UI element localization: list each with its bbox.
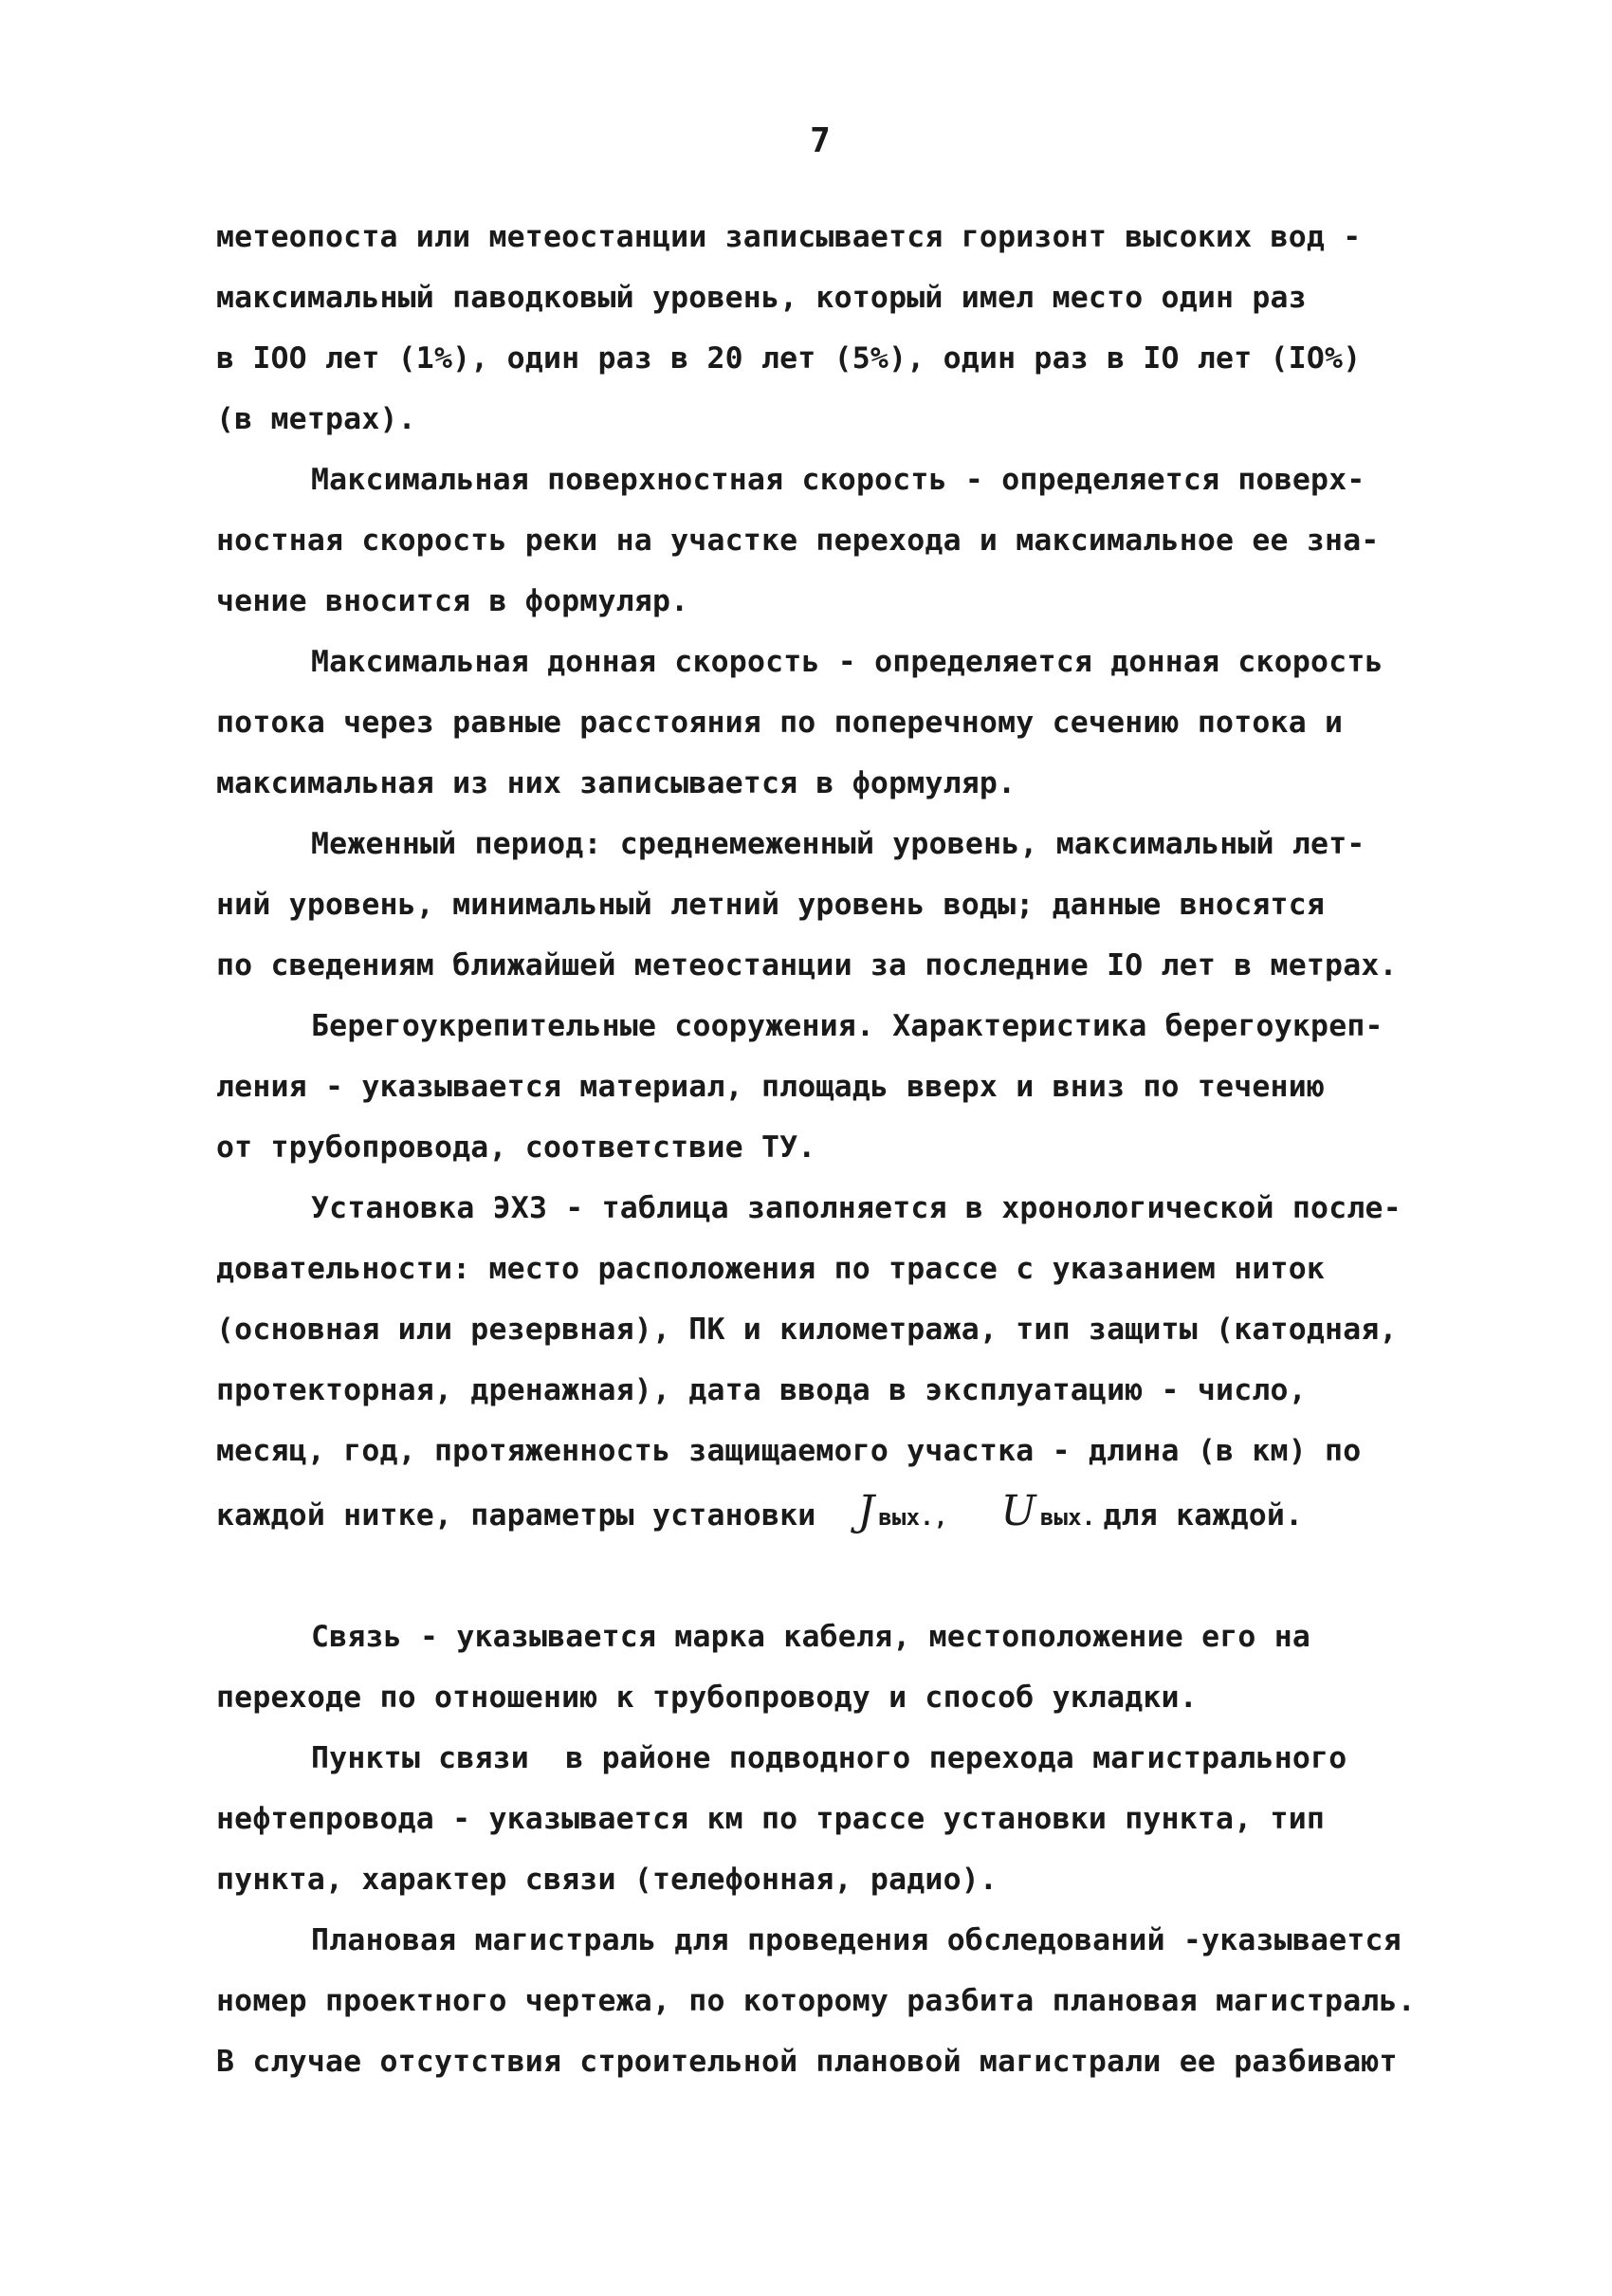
text-line: Связь - указывается марка кабеля, местоположение его на [311,1620,1311,1654]
text-line: ний уровень, минимальный летний уровень воды; данные вносятся [216,888,1326,922]
spacer [216,1542,1468,1607]
page-number: 7 [810,121,831,160]
text-line: Плановая магистраль для проведения обследований -указывается [311,1923,1401,1957]
text-line: ностная скорость реки на участке перехода и максимальное ее зна- [216,523,1380,558]
text-line: Пункты связи в районе подводного перехода магистрального [311,1741,1347,1775]
text-line: чение вносится в формуляр. [216,584,689,618]
text-line: Максимальная донная скорость - определяется донная скорость [311,645,1383,679]
paragraph [216,450,1468,632]
text-line: довательности: место расположения по трассе с указанием ниток [216,1252,1326,1286]
text-line: пункта, характер связи (телефонная, радио). [216,1863,998,1897]
voltage-symbol: U [1000,1487,1036,1535]
current-subscript: вых., [878,1504,948,1531]
text-line: метеопоста или метеостанции записывается горизонт высоких вод - [216,220,1362,254]
text-line: протекторная, дренажная), дата ввода в эксплуатацию - число, [216,1373,1307,1407]
text-line: переходе по отношению к трубопроводу и способ укладки. [216,1681,1198,1715]
current-symbol: J [857,1487,875,1535]
text-line: В случае отсутствия строительной плановой магистрали ее разбивают [216,2045,1398,2079]
paragraph [216,1178,1468,1542]
text-line: (в метрах). [216,402,416,436]
paragraph [216,632,1468,814]
text-line: Установка ЭХЗ - таблица заполняется в хронологической после- [311,1191,1401,1225]
text-line: Меженный период: среднемеженный уровень, максимальный лет- [311,827,1365,861]
voltage-subscript: вых. [1039,1504,1096,1531]
paragraph [216,814,1468,996]
text-line: в IOO лет (1%), один раз в 20 лет (5%), один раз в IO лет (IO%) [216,341,1362,376]
text-line: номер проектного чертежа, по которому разбита плановая магистраль. [216,1984,1416,2018]
paragraph [216,1910,1468,2092]
text-line: максимальная из них записывается в формуляр. [216,766,1017,800]
text-line: по сведениям ближайшей метеостанции за последние IO лет в метрах. [216,948,1398,983]
formula-line [216,1481,1468,1542]
text-line: от трубопровода, соответствие ТУ. [216,1130,816,1165]
text-line: ления - указывается материал, площадь вверх и вниз по течению [216,1070,1326,1104]
paragraph [216,207,1468,450]
text-line: Максимальная поверхностная скорость - определяется поверх- [311,463,1365,497]
paragraph [216,1607,1468,1728]
text-line: нефтепровода - указывается км по трассе установки пункта, тип [216,1802,1326,1836]
document-body [216,207,1468,2092]
text-line: Берегоукрепительные сооружения. Характеристика берегоукреп- [311,1009,1383,1043]
text-line: максимальный паводковый уровень, который имел место один раз [216,281,1307,315]
formula-suffix: для каждой. [1103,1498,1304,1533]
text-line: потока через равные расстояния по поперечному сечению потока и [216,706,1344,740]
formula-prefix: каждой нитке, параметры установки [216,1498,816,1533]
text-line: месяц, год, протяженность защищаемого участка - длина (в км) по [216,1434,1362,1468]
paragraph [216,996,1468,1178]
text-line: (основная или резервная), ПК и километража, тип защиты (катодная, [216,1313,1398,1347]
paragraph [216,1728,1468,1910]
